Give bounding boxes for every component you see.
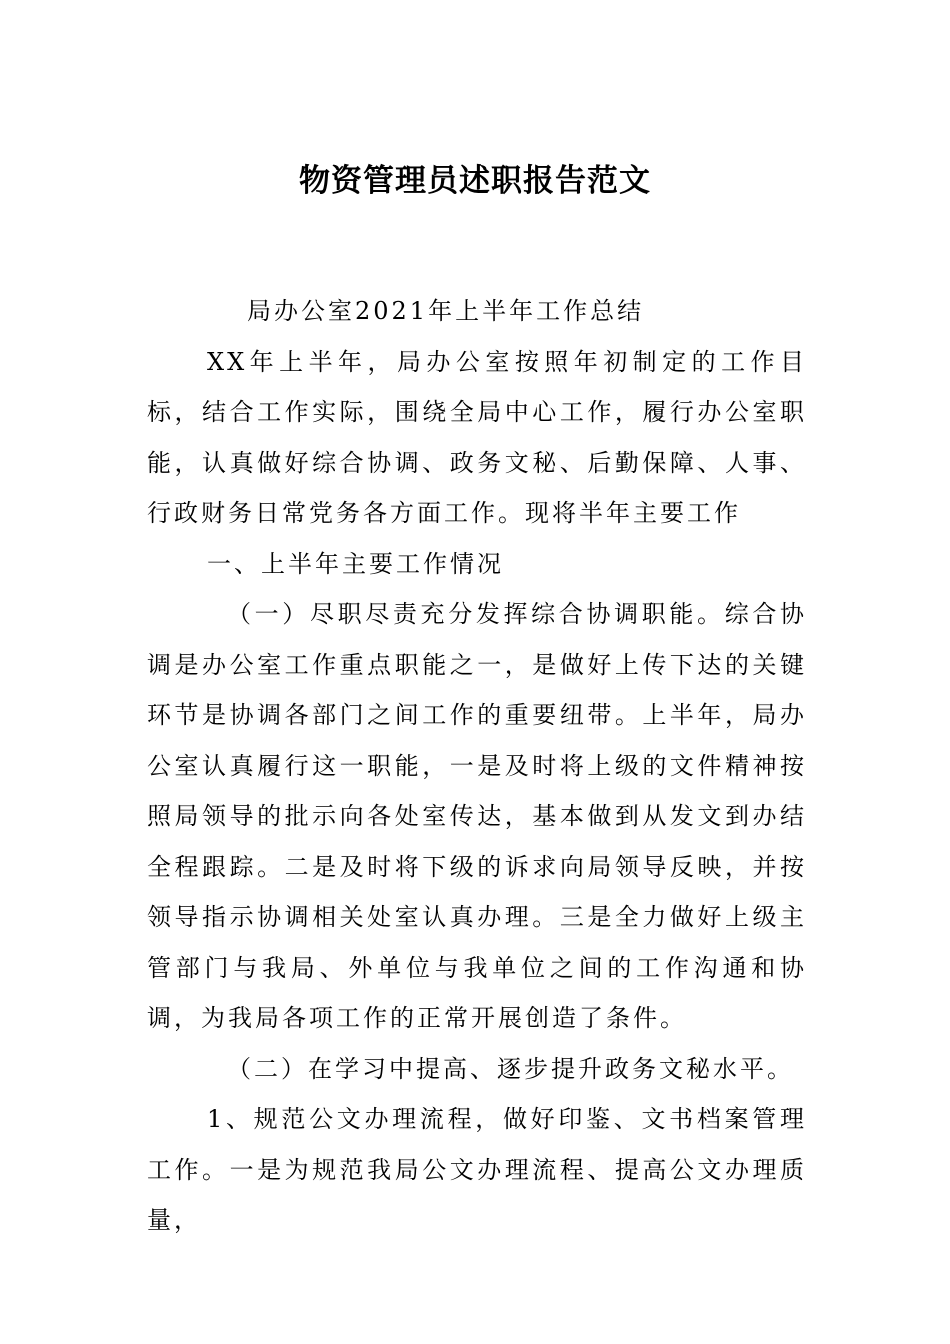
report-subtitle: 局办公室2021年上半年工作总结 [247,297,645,325]
subsection-heading-2: （二）在学习中提高、逐步提升政务文秘水平。 [227,1054,794,1083]
section-heading-1: 一、上半年主要工作情况 [207,549,504,578]
paragraph-coordination: （一）尽职尽责充分发挥综合协调职能。综合协调是办公室工作重点职能之一，是做好上传下达的关键环节是协调各部门之间工作的重要纽带。上半年，局办公室认真履行这一职能，一是及时将上级的文件精神按照局领导的批示向各处室传达，基本做到从发文到办结全程跟踪。二是及时将下级的诉求向局领导反映，并按领导指示协调相关处室认真办理。三是全力做好上级主管部门与我局、外单位与我单位之间的工作沟通和协调，为我局各项工作的正常开展创造了条件。 [147,600,807,1032]
paragraph-document-flow: 1、规范公文办理流程，做好印鉴、文书档案管理工作。一是为规范我局公文办理流程、提高公文办理质量， [147,1105,807,1234]
document-title: 物资管理员述职报告范文 [299,163,651,199]
document-body [147,286,807,1246]
paragraph-intro: XX年上半年，局办公室按照年初制定的工作目标，结合工作实际，围绕全局中心工作，履行办公室职能，认真做好综合协调、政务文秘、后勤保障、人事、行政财务日常党务各方面工作。现将半年主要工作 [147,347,807,527]
